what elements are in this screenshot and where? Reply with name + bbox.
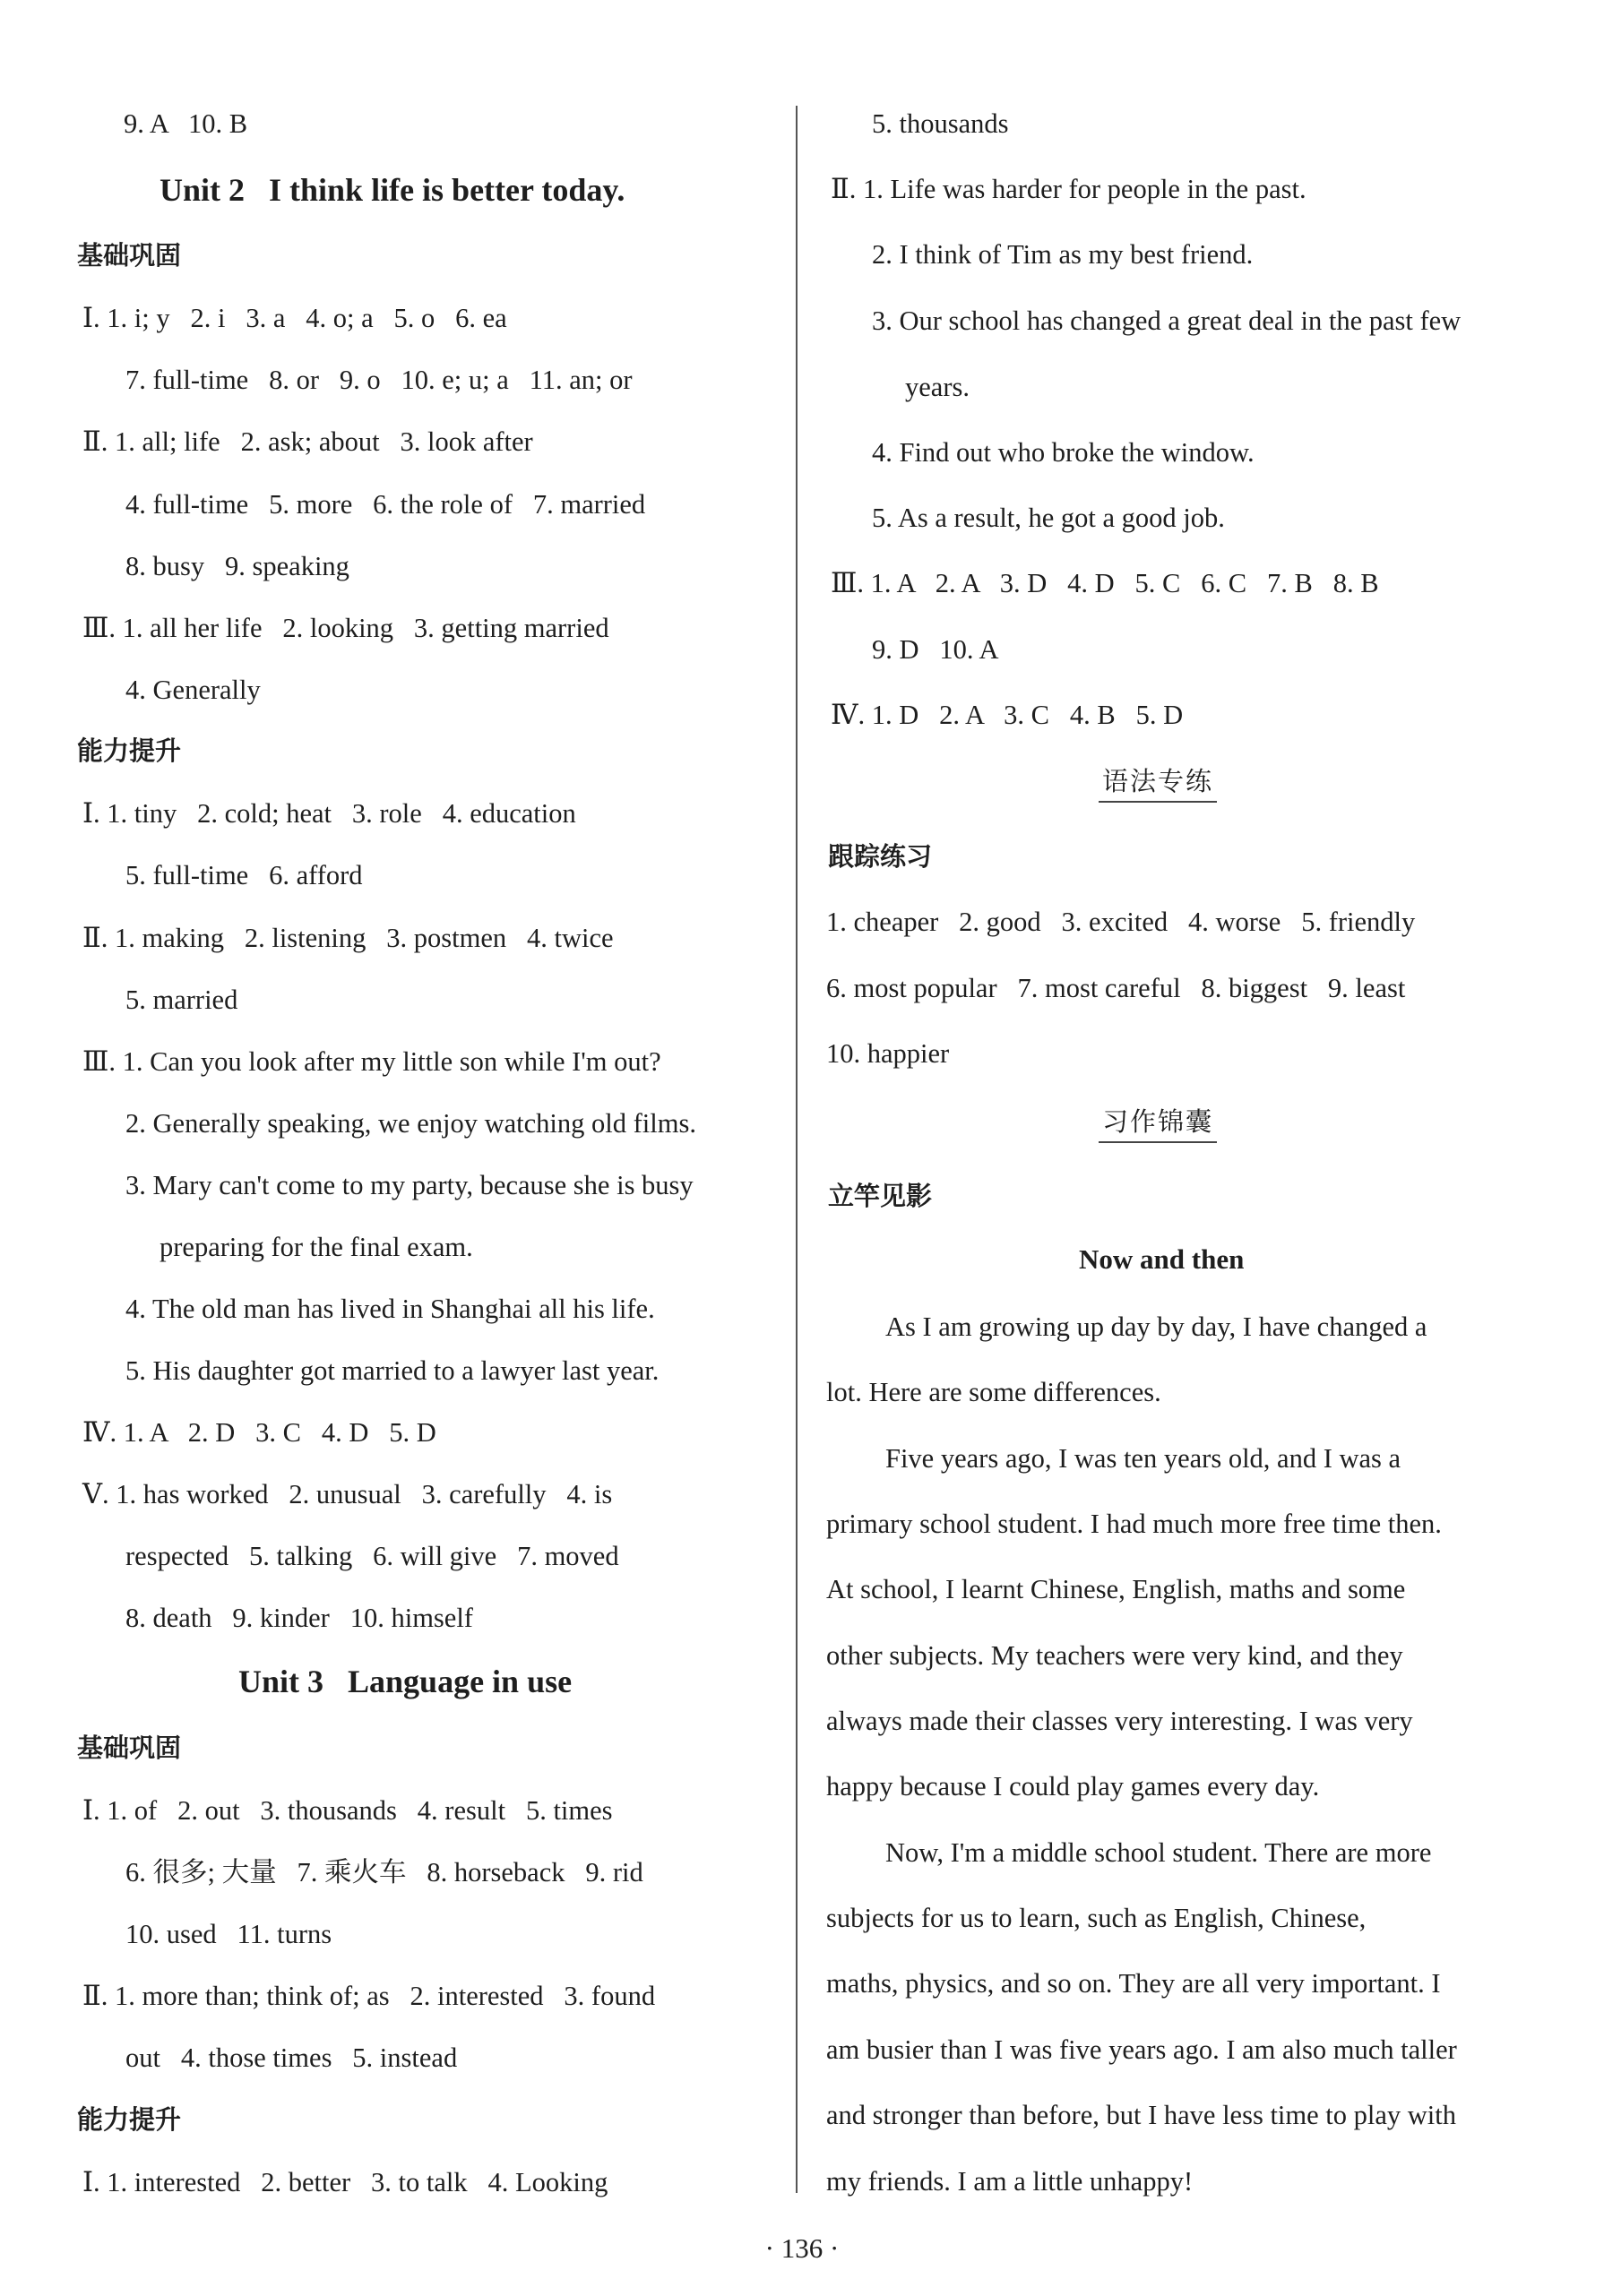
answer-line: respected 5. talking 6. will give 7. moved [125, 1541, 619, 1571]
answer-line: preparing for the final exam. [160, 1232, 473, 1262]
answer-line: Ⅳ. 1. D 2. A 3. C 4. B 5. D [831, 700, 1184, 730]
answer-line: 7. full-time 8. or 9. o 10. e; u; a 11. an; or [125, 365, 633, 395]
answer-line: out 4. those times 5. instead [125, 2042, 458, 2073]
answer-line: 4. full-time 5. more 6. the role of 7. married [125, 489, 646, 520]
answer-line: Ⅱ. 1. more than; think of; as 2. interested 3. found [82, 1981, 656, 2011]
essay-line: maths, physics, and so on. They are all very important. I [826, 1968, 1441, 1999]
page-number: · 136 · [764, 2232, 840, 2264]
answer-line: 5. full-time 6. afford [125, 860, 363, 890]
section-heading: 能力提升 [77, 2104, 182, 2135]
essay-line: lot. Here are some differences. [826, 1377, 1161, 1407]
section-heading: 基础巩固 [77, 1733, 182, 1763]
answer-line: Ⅲ. 1. A 2. A 3. D 4. D 5. C 6. C 7. B 8. B [831, 568, 1379, 598]
essay-line: Five years ago, I was ten years old, and I was a [885, 1443, 1401, 1474]
answer-line: Ⅱ. 1. all; life 2. ask; about 3. look after [82, 426, 533, 457]
essay-title: Now and then [1079, 1243, 1245, 1275]
answer-line: 5. married [125, 985, 238, 1015]
section-heading: 立竿见影 [828, 1181, 933, 1211]
answer-line: 8. busy 9. speaking [125, 551, 349, 581]
essay-line: and stronger than before, but I have less time to play with [826, 2100, 1457, 2130]
column-divider [796, 106, 798, 2193]
section-heading: 基础巩固 [77, 240, 182, 271]
answer-line: 6. most popular 7. most careful 8. biggest 9. least [826, 973, 1406, 1003]
answer-line: 3. Mary can't come to my party, because she is busy [125, 1170, 694, 1200]
section-heading: 能力提升 [77, 735, 182, 766]
answer-line: 2. I think of Tim as my best friend. [872, 239, 1254, 270]
answer-line: 1. cheaper 2. good 3. excited 4. worse 5. friendly [826, 907, 1416, 937]
answer-line: 10. used 11. turns [125, 1919, 332, 1949]
answer-line: 2. Generally speaking, we enjoy watching old films. [125, 1108, 696, 1139]
answer-line: 9. D 10. A [872, 634, 999, 665]
answer-line: 9. A 10. B [124, 108, 248, 139]
answer-line: Ⅰ. 1. i; y 2. i 3. a 4. o; a 5. o 6. ea [82, 303, 507, 333]
answer-line: 4. The old man has lived in Shanghai all his life. [125, 1294, 655, 1324]
answer-line: 5. His daughter got married to a lawyer last year. [125, 1355, 660, 1386]
answer-line: Ⅳ. 1. A 2. D 3. C 4. D 5. D [82, 1417, 436, 1448]
essay-line: my friends. I am a little unhappy! [826, 2166, 1194, 2197]
section-heading: 跟踪练习 [828, 841, 933, 872]
essay-line: primary school student. I had much more free time then. [826, 1509, 1442, 1539]
answer-line: 5. As a result, he got a good job. [872, 503, 1225, 533]
answer-line: Ⅰ. 1. tiny 2. cold; heat 3. role 4. education [82, 798, 576, 829]
essay-line: other subjects. My teachers were very kind, and they [826, 1640, 1403, 1671]
answer-line: Ⅰ. 1. interested 2. better 3. to talk 4. Looking [82, 2167, 608, 2197]
boxed-heading: 语法专练 [1099, 763, 1217, 803]
answer-line: Ⅱ. 1. Life was harder for people in the past. [831, 174, 1306, 204]
boxed-heading: 习作锦囊 [1099, 1104, 1217, 1143]
unit-heading: Unit 2 I think life is better today. [160, 172, 625, 208]
answer-line: Ⅱ. 1. making 2. listening 3. postmen 4. twice [82, 923, 614, 953]
answer-line: Ⅰ. 1. of 2. out 3. thousands 4. result 5. times [82, 1795, 613, 1826]
answer-line: Ⅲ. 1. all her life 2. looking 3. getting married [82, 613, 609, 643]
answer-line: 4. Find out who broke the window. [872, 437, 1255, 468]
essay-line: At school, I learnt Chinese, English, maths and some [826, 1574, 1406, 1604]
answer-line: 10. happier [826, 1038, 950, 1069]
answer-line: Ⅲ. 1. Can you look after my little son while I'm out? [82, 1046, 661, 1077]
answer-line: 4. Generally [125, 675, 261, 705]
essay-line: am busier than I was five years ago. I am also much taller [826, 2034, 1457, 2065]
answer-line: Ⅴ. 1. has worked 2. unusual 3. carefully 4. is [82, 1479, 613, 1509]
essay-line: As I am growing up day by day, I have changed a [885, 1311, 1427, 1342]
essay-line: subjects for us to learn, such as English, Chinese, [826, 1903, 1367, 1933]
answer-line: 8. death 9. kinder 10. himself [125, 1603, 473, 1633]
answer-line: 5. thousands [872, 108, 1009, 139]
essay-line: Now, I'm a middle school student. There are more [885, 1837, 1432, 1868]
answer-line: 3. Our school has changed a great deal in the past few [872, 305, 1462, 336]
unit-heading: Unit 3 Language in use [238, 1664, 573, 1699]
answer-line: years. [905, 372, 970, 402]
essay-line: happy because I could play games every day. [826, 1771, 1320, 1802]
answer-line: 6. 很多; 大量 7. 乘火车 8. horseback 9. rid [125, 1857, 643, 1888]
essay-line: always made their classes very interesting. I was very [826, 1706, 1413, 1736]
